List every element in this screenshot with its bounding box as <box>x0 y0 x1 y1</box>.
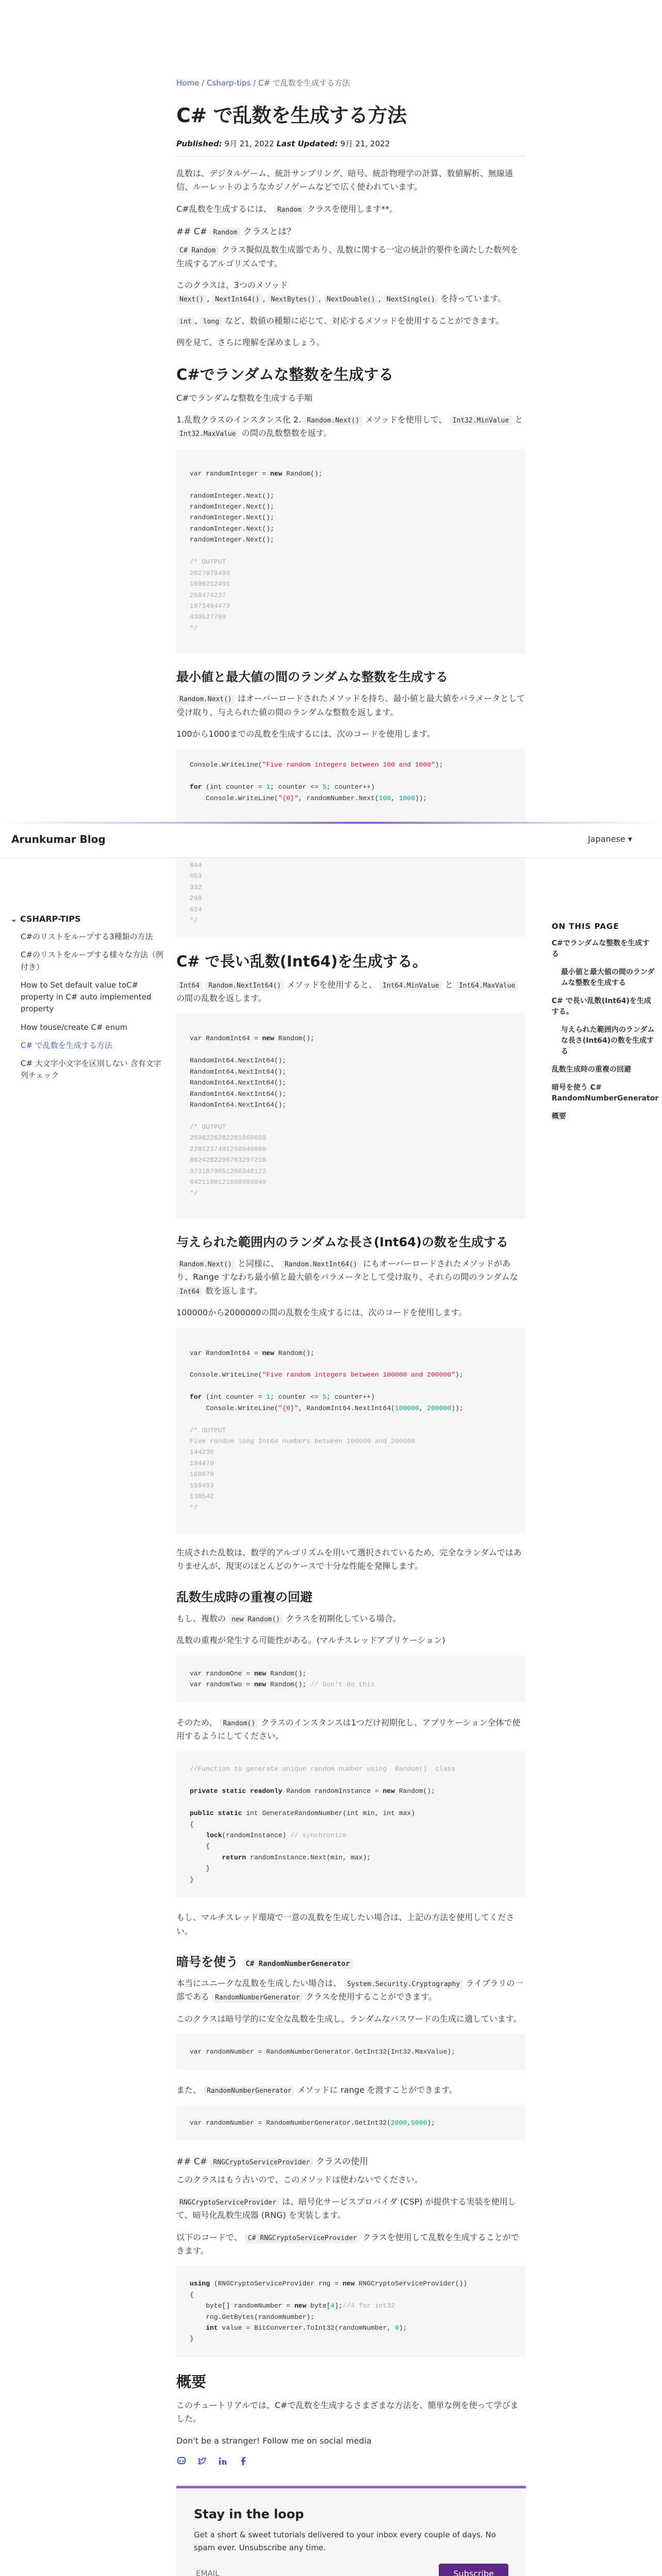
code-comment: // Don't do this <box>310 1681 375 1689</box>
code-text: Random(); <box>274 1349 315 1357</box>
inline-code: Next() <box>176 295 207 304</box>
code-number: 2000 <box>391 2119 407 2127</box>
code-comment: 169079 <box>190 1470 214 1479</box>
inline-code: RNGCryptoServiceProvider <box>176 2198 279 2208</box>
code-text: Random(); <box>266 1669 307 1677</box>
text: 1.乱数クラスのインスタンス化 2. <box>176 414 302 425</box>
code-text: byte[ <box>306 2302 331 2310</box>
paragraph <box>176 1716 526 1743</box>
code-text: randomInstance.Next(min, max); <box>246 1853 371 1861</box>
text: ## C# <box>176 2157 208 2167</box>
text: を持っています。 <box>440 294 506 304</box>
code-text: var randomInteger = <box>190 469 271 478</box>
inline-code: RNGCryptoServiceProvider <box>210 2158 313 2167</box>
text: クラス擬似乱数生成器であり、乱数に関する一定の統計的要件を満たした数列を生成するアルゴリズムです。 <box>176 245 519 268</box>
page-title: C# で乱数を生成する方法 <box>176 104 407 127</box>
site-header <box>0 824 662 858</box>
toc-item[interactable]: 乱数生成時の重複の回避 <box>552 1065 631 1074</box>
code-comment: */ <box>190 624 198 632</box>
text: 以下のコードで、 <box>176 2232 242 2242</box>
code-number: 100000 <box>394 1404 419 1412</box>
section-heading <box>176 1952 526 1970</box>
code-line: RandomInt64.NextInt64(); <box>190 1057 287 1065</box>
code-text: } <box>190 2335 194 2343</box>
code-keyword: return <box>190 1853 246 1861</box>
section-heading: 概要 <box>176 2372 207 2391</box>
code-string: "{0}" <box>278 794 299 802</box>
text: クラスを使用することができます。 <box>305 1992 437 2002</box>
code-number: 0 <box>394 2324 399 2332</box>
code-block-continued[interactable] <box>176 858 526 937</box>
text: 数を返します。 <box>205 1285 262 1296</box>
toc-item[interactable]: 概要 <box>552 1112 566 1121</box>
code-text: ); <box>455 1371 464 1379</box>
code-text: , RandomInt64.NextInt64( <box>298 1404 395 1412</box>
text: ライブラリの一部である <box>176 1978 523 2002</box>
code-line: randomInteger.Next(); <box>190 524 274 533</box>
paragraph: 100から1000までの乱数を生成するには、次のコードを使用します。 <box>176 729 435 739</box>
code-text: , <box>407 2119 411 2127</box>
code-text: } <box>190 1875 194 1884</box>
code-text: , <box>419 1404 427 1412</box>
code-text: ; counter <= <box>270 783 323 791</box>
paragraph: 乱数の重複が発生する可能性がある。(マルチスレッドアプリケーション) <box>176 1635 445 1646</box>
code-keyword: new <box>262 1035 274 1043</box>
code-keyword: private static readonly <box>190 1787 283 1795</box>
text: など、数値の種類に応じて、対応するメソッドを使用することができます。 <box>225 315 504 326</box>
inline-code: Int32.MinValue <box>450 416 512 426</box>
chevron-down-icon: ⌄ <box>10 914 20 924</box>
code-string: "Five random integers between 100 and 1000" <box>262 761 435 769</box>
text: クラスのインスタンスは1つだけ初期化し、アプリケーション全体で使用するようにしてください。 <box>176 1717 521 1741</box>
newsletter-box <box>176 2486 526 2576</box>
text: メソッドを使用すると、 <box>287 979 377 990</box>
paragraph <box>176 978 526 1006</box>
inline-code: Random() <box>220 1719 258 1728</box>
section-heading: C#でランダムな整数を生成する <box>176 365 394 383</box>
code-text: var randomTwo = <box>190 1681 254 1689</box>
text: そのため、 <box>176 1717 218 1727</box>
inline-code: RandomNumberGenerator <box>212 1993 303 2003</box>
code-text: Console.WriteLine( <box>190 761 262 769</box>
site-brand[interactable]: Arunkumar Blog <box>11 833 106 845</box>
code-block[interactable] <box>176 1328 526 1533</box>
code-text: Random(); <box>282 469 323 478</box>
code-line: RandomInt64.NextInt64(); <box>190 1090 287 1098</box>
section-heading: 乱数生成時の重複の回避 <box>176 1589 312 1604</box>
sidebar-section-label: CSHARP-TIPS <box>20 914 81 924</box>
text: と <box>515 414 523 425</box>
sidebar-item[interactable]: How touse/create C# enum <box>21 1022 128 1032</box>
paragraph <box>176 692 526 719</box>
inline-code: Random <box>274 205 305 215</box>
text: クラスを初期化している場合。 <box>286 1613 401 1623</box>
inline-code: Random.Next() <box>176 694 235 704</box>
toc-item[interactable]: 与えられた範囲内のランダムな長さ(Int64)の数を生成する <box>561 1026 655 1056</box>
code-keyword: new <box>342 2280 355 2288</box>
code-text: (randomInstance) <box>222 1831 291 1839</box>
paragraph <box>176 2195 526 2223</box>
code-text: , <box>391 794 399 802</box>
section-heading: 与えられた範囲内のランダムな長さ(Int64)の数を生成する <box>176 1234 508 1249</box>
code-comment: 439527799 <box>190 613 226 621</box>
inline-code: Int32.MaxValue <box>176 429 239 439</box>
code-text: Random(); <box>266 1681 311 1689</box>
intro-paragraph: 例を見て、さらに理解を深めましょう。 <box>176 337 325 348</box>
code-text: } <box>190 1865 210 1873</box>
code-comment: 2281237491258840869 <box>190 1145 267 1153</box>
twitter-icon[interactable] <box>197 2456 207 2466</box>
sidebar-item[interactable]: How to Set default value toC# property in C# auto implemented property <box>21 980 152 1014</box>
code-line: randomInteger.Next(); <box>190 503 274 511</box>
sidebar-item-active[interactable]: C# で乱数を生成する方法 <box>21 1040 112 1050</box>
inline-code: Random.NextInt64() <box>205 981 284 991</box>
code-comment: 8421108121608903849 <box>190 1178 267 1187</box>
code-number: 5 <box>322 1393 327 1401</box>
code-number: 5000 <box>411 2119 427 2127</box>
inline-code: Random <box>210 228 240 238</box>
text: と同様に、 <box>237 1258 279 1268</box>
code-comment: 258474237 <box>190 591 226 599</box>
email-field[interactable] <box>194 2564 428 2576</box>
code-keyword: new <box>254 1669 267 1677</box>
newsletter-title: Stay in the loop <box>194 2507 304 2522</box>
inline-code: C# RNGCryptoServiceProvider <box>245 2233 360 2243</box>
code-comment: /* OUTPUT <box>190 1426 226 1434</box>
text: クラスの使用 <box>316 2157 369 2167</box>
toc-item[interactable]: C#でランダムな整数を生成する <box>552 939 650 958</box>
code-comment: */ <box>190 1189 198 1197</box>
code-text: ); <box>399 2324 407 2332</box>
code-text: var RandomInt64 = <box>190 1035 262 1043</box>
inline-code: long <box>200 317 222 327</box>
text: 本当にユニークな乱数を生成したい場合は、 <box>176 1978 342 1988</box>
published-label: Published: <box>176 139 222 148</box>
subheading <box>176 224 526 237</box>
inline-code: new Random() <box>228 1615 283 1624</box>
text: このクラスは、3つのメソッド <box>176 280 288 290</box>
breadcrumb-separator: / <box>202 78 207 88</box>
post-meta <box>176 138 526 149</box>
code-text: rng.GetBytes(randomNumber); <box>190 2313 315 2321</box>
intro-paragraph: 乱数は、デジタルゲーム、統計サンプリング、暗号、統計物理学の計算、数値解析、無線通信、ルーレットのようなカジノゲームなどで広く使われています。 <box>176 168 513 192</box>
text: の間の乱数を返します。 <box>176 993 267 1004</box>
text: の間の乱数整数を返す。 <box>241 428 332 438</box>
social-prompt: Don't be a stranger! Follow me on social media <box>176 2435 372 2446</box>
top-screenshot <box>0 0 662 822</box>
code-text: value = BitConverter.ToInt32(randomNumber, <box>218 2324 395 2332</box>
code-text: { <box>190 2291 194 2299</box>
code-block[interactable] <box>176 2034 526 2070</box>
code-keyword: new <box>262 1349 274 1357</box>
code-text: var randomNumber = RandomNumberGenerator.GetInt32( <box>190 2119 391 2127</box>
article-top <box>176 77 526 822</box>
code-block[interactable] <box>176 749 526 822</box>
code-comment: 8024282290763297216 <box>190 1156 267 1164</box>
toc-item[interactable]: 暗号を使う C# RandomNumberGenerator <box>552 1083 659 1103</box>
language-select[interactable]: Japanese ▾ <box>588 834 632 844</box>
code-block[interactable] <box>176 1656 526 1703</box>
code-comment: */ <box>190 917 198 925</box>
code-comment: 844 <box>190 861 202 869</box>
text: ## C# <box>176 227 208 238</box>
sidebar <box>10 914 165 1088</box>
code-keyword: new <box>294 2302 307 2310</box>
text: メソッドを使用して、 <box>365 414 447 425</box>
code-line: randomInteger.Next(); <box>190 492 274 500</box>
inline-code: NextInt64() <box>212 295 262 304</box>
code-keyword: public static <box>190 1809 242 1818</box>
text: また、 <box>176 2084 202 2095</box>
text: クラスを使用します**。 <box>307 204 398 214</box>
code-text: (RNGCryptoServiceProvider rng = <box>210 2280 343 2288</box>
code-text: RNGCryptoServiceProvider()) <box>354 2280 468 2288</box>
inline-code: NextBytes() <box>268 295 318 304</box>
intro-paragraph <box>176 202 526 216</box>
sidebar-item[interactable]: C#のリストをループする様々な方法（例付き） <box>21 950 163 972</box>
code-text: Console.WriteLine( <box>190 1371 262 1379</box>
published-date: 9月 21, 2022 <box>224 139 274 148</box>
article-bottom <box>176 858 526 2576</box>
paragraph: このチュートリアルでは、C#で乱数を生成するさまざまな方法を、簡単な例を使って学びました。 <box>176 2400 519 2424</box>
code-comment: /* OUTPUT <box>190 1123 226 1131</box>
code-text: Console.WriteLine( <box>190 1404 278 1412</box>
inline-code: int <box>176 317 194 327</box>
paragraph <box>176 2231 526 2258</box>
intro-paragraph <box>176 243 526 270</box>
code-keyword: for <box>190 783 202 791</box>
inline-code: C# Random <box>176 246 219 256</box>
code-block[interactable] <box>176 2266 526 2357</box>
inline-code: Int64.MaxValue <box>456 981 519 991</box>
code-keyword: using <box>190 2280 210 2288</box>
inline-code: Random.Next() <box>176 1260 235 1269</box>
code-text: Console.WriteLine( <box>190 794 278 802</box>
inline-code: Random.Next() <box>304 416 362 426</box>
text: もし、複数の <box>176 1613 226 1623</box>
code-text: Random randomInstance = <box>282 1787 383 1795</box>
code-comment: 2027079499 <box>190 569 230 577</box>
newsletter-text: Get a short & sweet tutorials delivered to your inbox every couple of days. No spam ever. Unsubscribe any time. <box>194 2530 496 2552</box>
code-text: ); <box>435 761 443 769</box>
mastodon-icon[interactable] <box>176 2456 187 2466</box>
toc-item[interactable]: C# で長い乱数(Int64)を生成する。 <box>552 997 652 1016</box>
inline-code: Random.NextInt64() <box>282 1260 360 1269</box>
code-text: (int counter = <box>202 1393 267 1401</box>
code-line: RandomInt64.NextInt64(); <box>190 1101 287 1109</box>
code-comment: // synchronize <box>290 1831 347 1839</box>
paragraph <box>176 1612 526 1625</box>
code-keyword: new <box>270 469 283 478</box>
code-block[interactable] <box>176 449 526 654</box>
code-line: randomInteger.Next(); <box>190 536 274 544</box>
subheading <box>176 2154 526 2167</box>
code-string: "{0}" <box>278 1404 299 1412</box>
inline-code: RandomNumberGenerator <box>204 2086 294 2096</box>
code-text: Random(); <box>394 1787 435 1795</box>
code-text: var randomOne = <box>190 1669 254 1677</box>
breadcrumb-separator: / <box>253 78 258 88</box>
code-text: ; counter++) <box>326 1393 375 1401</box>
toc-item[interactable]: 最小値と最大値の間のランダムな整数を生成する <box>561 968 655 987</box>
code-text: { <box>190 1820 194 1828</box>
code-number: 4 <box>330 2302 335 2310</box>
code-text: (int counter = <box>202 783 267 791</box>
sidebar-section-title[interactable] <box>10 914 165 924</box>
code-keyword: int <box>190 2324 218 2332</box>
code-block[interactable] <box>176 1013 526 1218</box>
paragraph: C#でランダムな整数を生成する手順 <box>176 393 312 403</box>
code-comment: 144236 <box>190 1448 214 1456</box>
text: メソッドに range を渡すことができます。 <box>297 2084 457 2095</box>
toc-title: ON THIS PAGE <box>552 922 619 931</box>
code-comment: 332 <box>190 883 202 891</box>
code-number: 1 <box>266 1393 271 1401</box>
paragraph <box>176 1257 526 1298</box>
breadcrumb-current: C# で乱数を生成する方法 <box>258 78 350 88</box>
code-text: ]; <box>334 2302 343 2310</box>
paragraph: 生成された乱数は、数学的アルゴリズムを用いて選択されているため、完全なランダムではありませんが、現実のほとんどのケースで十分な性能を発揮します。 <box>176 1548 522 1571</box>
paragraph: このクラスはもう古いので、このメソッドは使わないでください。 <box>176 2175 423 2185</box>
code-comment: Five random long Int64 numbers between 100000 and 200000 <box>190 1437 415 1446</box>
intro-paragraph: int , long など、数値の種類に応じて、対応するメソッドを使用することができます。 <box>176 314 526 328</box>
code-comment: 653 <box>190 872 202 880</box>
paragraph <box>176 2083 526 2097</box>
code-keyword: for <box>190 1393 202 1401</box>
paragraph: もし、マルチスレッド環境で一意の乱数を生成したい場合は、上記の方法を使用してください。 <box>176 1912 515 1936</box>
code-comment: 159493 <box>190 1481 214 1489</box>
code-line: RandomInt64.NextInt64(); <box>190 1067 287 1076</box>
code-keyword: lock <box>190 1831 222 1839</box>
table-of-contents <box>552 922 659 1129</box>
breadcrumb-home[interactable]: Home <box>176 78 200 88</box>
text: C#乱数を生成するには、 <box>176 204 272 214</box>
code-text: var randomNumber = RandomNumberGenerator.GetInt32(Int32.MaxValue); <box>190 2048 455 2056</box>
code-line: randomInteger.Next(); <box>190 514 274 522</box>
inline-code: Int64.MinValue <box>379 981 442 991</box>
code-comment: /* OUTPUT <box>190 558 226 566</box>
code-text: Random(); <box>274 1035 315 1043</box>
code-text: int GenerateRandomNumber(int min, int max) <box>242 1809 415 1818</box>
inline-code: C# RandomNumberGenerator <box>242 1959 353 1969</box>
paragraph: 100000から2000000の間の乱数を生成するには、次のコードを使用します。 <box>176 1308 467 1318</box>
code-comment: 3731879051200348122 <box>190 1167 267 1175</box>
code-number: 1000 <box>399 794 415 802</box>
inline-code: NextDouble() <box>324 295 378 304</box>
code-comment: //4 for int32 <box>342 2302 395 2310</box>
text: と <box>444 979 453 990</box>
sidebar-item[interactable]: C#のリストをループする3種類の方法 <box>21 932 153 941</box>
bottom-screenshot <box>0 824 662 2576</box>
code-keyword: new <box>254 1681 267 1689</box>
code-string: "Five random integers between 100000 and 200000" <box>262 1371 455 1379</box>
code-comment: 624 <box>190 905 202 913</box>
text: にもオーバーロードされたメソッドがあり、Range すなわち最小値と最大値をパラメータとして受け取り、それらの間のランダムな <box>176 1258 518 1282</box>
section-heading: 最小値と最大値の間のランダムな整数を生成する <box>176 670 449 685</box>
code-comment: 1600212491 <box>190 580 230 588</box>
code-text: )); <box>415 794 427 802</box>
code-text: { <box>190 1842 210 1851</box>
text: クラスを使用して乱数を生成することができます。 <box>176 2232 519 2256</box>
code-comment: */ <box>190 1503 198 1512</box>
code-number: 200000 <box>427 1404 452 1412</box>
code-comment: //Function to generate unique random number using Random() class <box>190 1765 455 1773</box>
subscribe-button[interactable]: Subscribe <box>439 2564 508 2576</box>
inline-code: Int64 <box>176 1287 203 1297</box>
intro-paragraph: このクラスは、3つのメソッド Next() , NextInt64() , NextBytes() , NextDouble() , NextSingle() を持っています。 <box>176 280 506 304</box>
code-comment: 2598226282281660659 <box>190 1134 267 1142</box>
code-text: , randomNumber.Next( <box>298 794 379 802</box>
updated-label: Last Updated: <box>276 139 338 148</box>
code-number: 5 <box>322 783 327 791</box>
code-number: 1 <box>266 783 271 791</box>
updated-date: 9月 21, 2022 <box>340 139 390 148</box>
code-text: ; counter <= <box>270 1393 323 1401</box>
code-block[interactable] <box>176 1751 526 1897</box>
code-text: )); <box>451 1404 464 1412</box>
code-comment: 1973484473 <box>190 602 230 610</box>
code-comment: 138542 <box>190 1493 214 1501</box>
paragraph: このクラスは暗号学的に安全な乱数を生成し、ランダムなパスワードの生成に適しています。 <box>176 2013 522 2024</box>
social-icons <box>176 2456 526 2466</box>
text: 暗号を使う <box>176 1954 238 1969</box>
sidebar-item[interactable]: C# 大文字小文字を区別しない 含有文字列チェック <box>21 1059 161 1080</box>
text: は、暗号化サービスプロバイダ (CSP) が提供する実装を使用して、暗号化乱数生成器 (RNG) を実装します。 <box>176 2196 516 2221</box>
facebook-icon[interactable] <box>238 2456 249 2466</box>
divider <box>176 156 526 157</box>
newsletter-form <box>194 2564 508 2576</box>
paragraph <box>176 413 526 440</box>
code-keyword: new <box>383 1787 395 1795</box>
code-text: ); <box>427 2119 435 2127</box>
code-text: ; counter++) <box>326 783 375 791</box>
code-comment: 298 <box>190 894 202 903</box>
inline-code: System.Security.Cryptography <box>344 1979 463 1989</box>
code-line: RandomInt64.NextInt64(); <box>190 1079 287 1087</box>
breadcrumb-section[interactable]: Csharp-tips <box>206 78 251 88</box>
code-block[interactable] <box>176 2105 526 2141</box>
code-text: var RandomInt64 = <box>190 1349 262 1357</box>
paragraph <box>176 1977 526 2004</box>
inline-code: NextSingle() <box>384 295 438 304</box>
code-number: 100 <box>378 794 391 802</box>
linkedin-icon[interactable] <box>218 2456 228 2466</box>
breadcrumb <box>176 77 526 88</box>
code-text: byte[] randomNumber = <box>190 2302 294 2310</box>
text: はオーバーロードされたメソッドを持ち、最小値と最大値をパラメータとして受け取り、与えられた値の間のランダムな整数を返します。 <box>176 693 525 717</box>
text: クラスとは？ <box>243 227 296 238</box>
code-comment: 184470 <box>190 1459 214 1467</box>
inline-code: Int64 <box>176 981 203 991</box>
section-heading: C# で長い乱数(Int64)を生成する。 <box>176 952 427 970</box>
